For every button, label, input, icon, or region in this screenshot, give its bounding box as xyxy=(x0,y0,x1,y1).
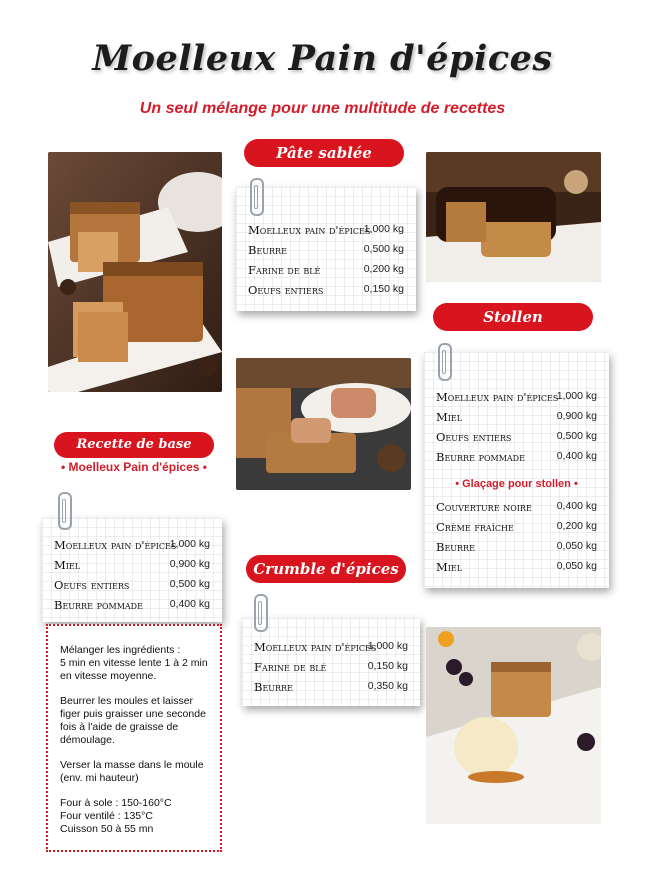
paperclip-icon xyxy=(250,178,264,216)
photo-crumble-dessert xyxy=(426,627,601,824)
crumble-card xyxy=(242,618,420,706)
method-step: Mélanger les ingrédients : 5 min en vitesse lente 1 à 2 min en vitesse moyenne. xyxy=(60,644,208,682)
ingredient-qty: 1,000 kg xyxy=(363,223,404,235)
ingredient-name: Beurre xyxy=(254,680,293,694)
ingredient-qty: 0,200 kg xyxy=(556,520,597,532)
recette-base-heading: Recette de base xyxy=(54,432,214,458)
ingredient-qty: 0,150 kg xyxy=(363,283,404,295)
paperclip-icon xyxy=(58,492,72,530)
ingredient-name: Miel xyxy=(436,410,463,424)
ingredient-name: Miel xyxy=(436,560,463,574)
ingredient-qty: 0,050 kg xyxy=(556,560,597,572)
photo-pate-sablee-drawing xyxy=(236,358,411,490)
ingredient-name: Beurre pommade xyxy=(54,598,143,612)
pate-sablee-heading: Pâte sablée xyxy=(244,139,404,167)
ingredient-qty: 0,400 kg xyxy=(556,500,597,512)
crumble-heading: Crumble d'épices xyxy=(246,555,406,583)
ingredient-qty: 0,500 kg xyxy=(556,430,597,442)
ingredient-qty: 0,400 kg xyxy=(169,598,210,610)
ingredient-name: Beurre xyxy=(248,243,287,257)
ingredient-name: Crème fraîche xyxy=(436,520,514,534)
ingredient-qty: 0,500 kg xyxy=(169,578,210,590)
method-step: Verser la masse dans le moule (env. mi hauteur) xyxy=(60,759,204,784)
ingredient-qty: 0,500 kg xyxy=(363,243,404,255)
photo-pate-sablee-dish xyxy=(236,358,411,490)
ingredient-name: Beurre xyxy=(436,540,475,554)
stollen-heading: Stollen xyxy=(433,303,593,331)
ingredient-name: Oeufs entiers xyxy=(54,578,130,592)
photo-gingerbread-loaves xyxy=(48,152,222,392)
ingredient-name: Couverture noire xyxy=(436,500,532,514)
glacage-heading: • Glaçage pour stollen • xyxy=(455,478,578,490)
recette-base-subheading: • Moelleux Pain d'épices • xyxy=(61,460,207,474)
ingredient-qty: 0,900 kg xyxy=(169,558,210,570)
method-step: Four à sole : 150-160°C Four ventilé : 135°C Cuisson 50 à 55 mn xyxy=(60,797,172,835)
ingredient-qty: 0,050 kg xyxy=(556,540,597,552)
ingredient-qty: 1,000 kg xyxy=(169,538,210,550)
photo-gingerbread-loaves-drawing xyxy=(48,152,222,392)
ingredient-name: Moelleux pain d'épices xyxy=(436,390,559,404)
page-title: Moelleux Pain d'épices xyxy=(92,38,553,79)
ingredient-qty: 0,350 kg xyxy=(367,680,408,692)
ingredient-name: Moelleux pain d'épices xyxy=(248,223,371,237)
paperclip-icon xyxy=(254,594,268,632)
photo-stollen-drawing xyxy=(426,152,601,282)
paperclip-icon xyxy=(438,343,452,381)
ingredient-qty: 0,150 kg xyxy=(367,660,408,672)
ingredient-name: Moelleux pain d'épices xyxy=(54,538,177,552)
ingredient-qty: 1,000 kg xyxy=(367,640,408,652)
ingredient-name: Farine de blé xyxy=(248,263,321,277)
method-step: Beurrer les moules et laisser figer puis graisser une seconde fois à l'aide de graisse de démoulage. xyxy=(60,695,206,746)
ingredient-qty: 1,000 kg xyxy=(556,390,597,402)
recette-base-card xyxy=(42,518,222,622)
ingredient-name: Oeufs entiers xyxy=(436,430,512,444)
photo-stollen xyxy=(426,152,601,282)
photo-crumble-drawing xyxy=(426,627,601,824)
ingredient-qty: 0,900 kg xyxy=(556,410,597,422)
recette-base-method xyxy=(46,624,222,852)
ingredient-name: Miel xyxy=(54,558,81,572)
ingredient-qty: 0,200 kg xyxy=(363,263,404,275)
ingredient-name: Beurre pommade xyxy=(436,450,525,464)
ingredient-qty: 0,400 kg xyxy=(556,450,597,462)
ingredient-name: Oeufs entiers xyxy=(248,283,324,297)
ingredient-name: Farine de blé xyxy=(254,660,327,674)
page-subtitle: Un seul mélange pour une multitude de recettes xyxy=(139,100,506,117)
ingredient-name: Moelleux pain d'épices xyxy=(254,640,377,654)
stollen-card xyxy=(424,352,609,588)
